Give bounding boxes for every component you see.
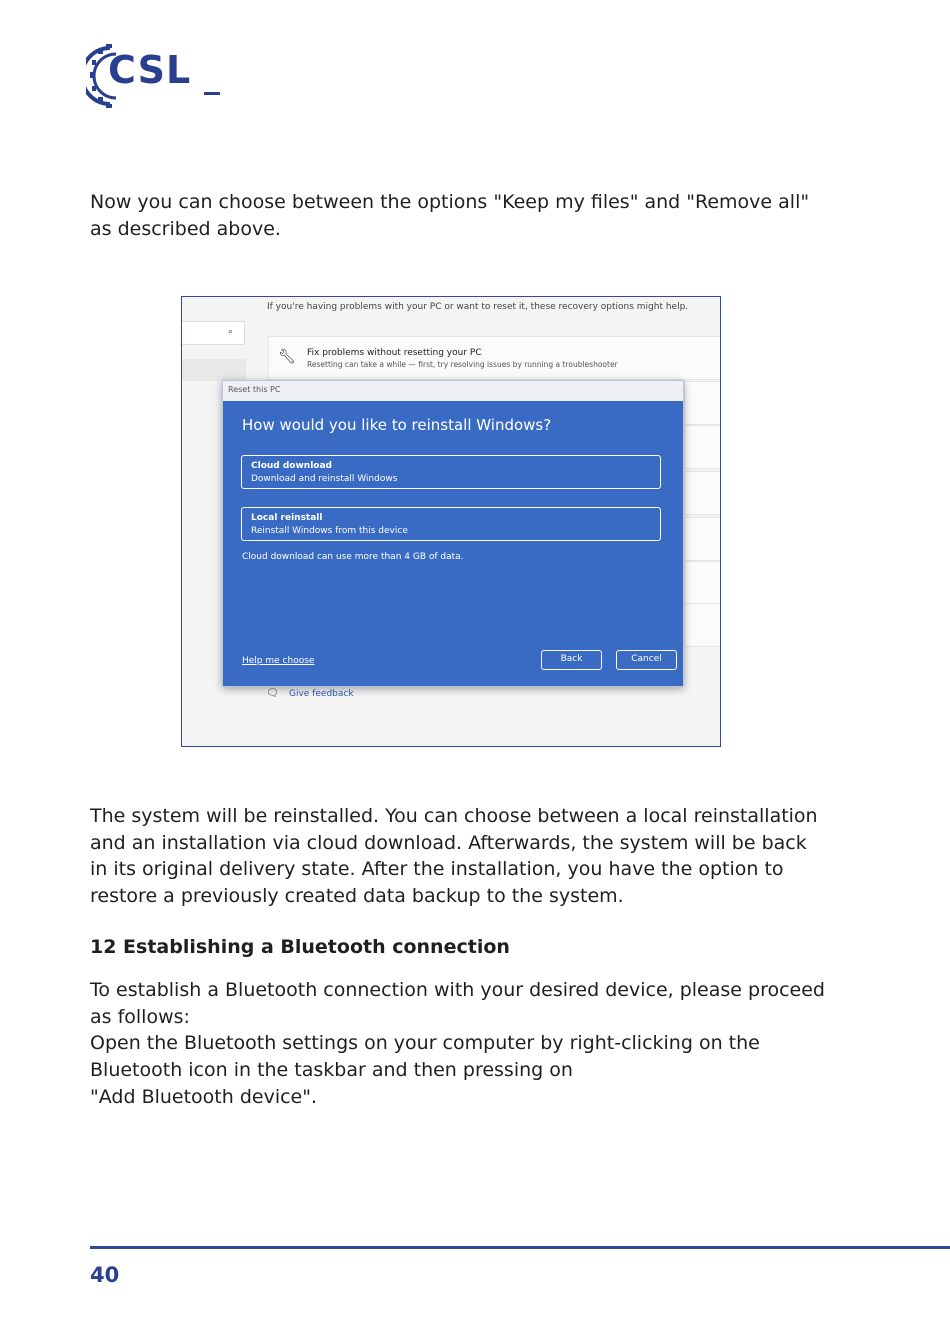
option-title: Cloud download — [251, 461, 332, 471]
section-heading: 12 Establishing a Bluetooth connection — [90, 936, 510, 958]
bluetooth-intro-paragraph: To establish a Bluetooth connection with your desired device, please proceed as follows: — [90, 979, 825, 1028]
page-number: 40 — [90, 1263, 120, 1287]
recovery-hint-text: If you're having problems with your PC or want to reset it, these recovery options might help. — [267, 302, 689, 312]
local-reinstall-option[interactable] — [241, 507, 661, 541]
help-me-choose-link[interactable]: Help me choose — [242, 656, 315, 666]
background-row — [684, 517, 721, 561]
background-row — [684, 381, 721, 425]
intro-paragraph: Now you can choose between the options "Keep my files" and "Remove all" as described above. — [90, 191, 810, 240]
reset-pc-screenshot — [181, 296, 721, 747]
give-feedback-link[interactable]: Give feedback — [289, 689, 354, 699]
data-usage-note: Cloud download can use more than 4 GB of data. — [242, 552, 464, 562]
wrench-icon: 🔧︎ — [278, 349, 296, 365]
reinstall-paragraph: The system will be reinstalled. You can choose between a local reinstallation and an installation via cloud download. Afterwards, the system will be back in its original delivery state. After the installation, you have the option to restore a previously created data backup to the system. — [90, 805, 818, 908]
logo-underline — [204, 92, 220, 95]
dialog-titlebar — [223, 381, 683, 401]
background-row — [684, 471, 721, 515]
option-title: Local reinstall — [251, 513, 323, 523]
bluetooth-add-device-text: "Add Bluetooth device". — [90, 1086, 318, 1108]
dialog-window-title: Reset this PC — [228, 385, 281, 394]
footer-divider — [90, 1246, 950, 1249]
background-row — [684, 425, 721, 469]
back-button[interactable]: Back — [541, 650, 602, 670]
option-subtitle: Reinstall Windows from this device — [251, 526, 408, 536]
search-box[interactable] — [182, 321, 245, 345]
background-row — [684, 561, 721, 605]
cloud-download-option[interactable] — [241, 455, 661, 489]
option-subtitle: Download and reinstall Windows — [251, 474, 398, 484]
fix-problems-title: Fix problems without resetting your PC — [307, 348, 482, 358]
reset-dialog — [222, 380, 684, 687]
bluetooth-instructions-paragraph: Open the Bluetooth settings on your computer by right-clicking on the Bluetooth icon in the taskbar and then pressing on — [90, 1032, 760, 1081]
dialog-question: How would you like to reinstall Windows? — [242, 416, 552, 434]
search-icon[interactable]: ⌕ — [228, 327, 234, 337]
fix-problems-card[interactable] — [268, 336, 721, 380]
nav-item[interactable] — [182, 359, 246, 381]
logo-text: CSL — [108, 48, 192, 92]
fix-problems-subtitle: Resetting can take a while — first, try resolving issues by running a troubleshooter — [307, 360, 618, 369]
cancel-button[interactable]: Cancel — [616, 650, 677, 670]
background-row — [684, 603, 721, 647]
feedback-icon[interactable]: 🗨︎ — [266, 688, 279, 699]
